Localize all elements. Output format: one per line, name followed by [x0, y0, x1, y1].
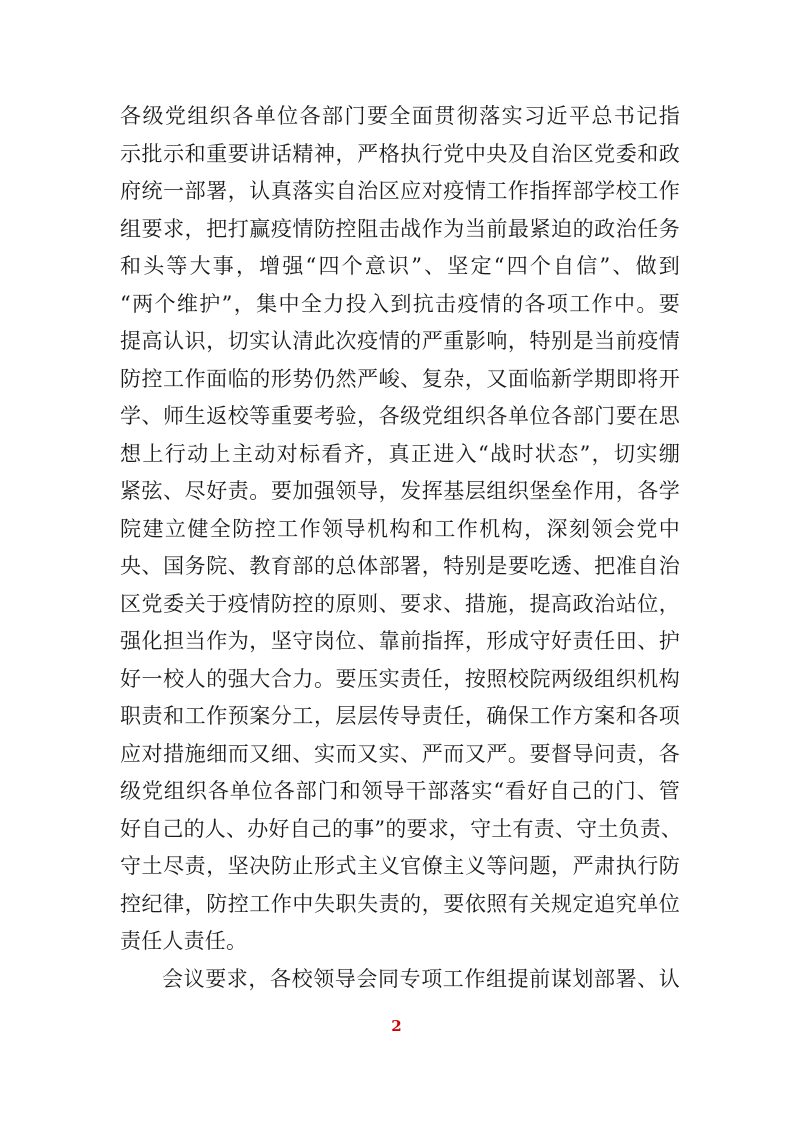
text-line: 区党委关于疫情防控的原则、要求、措施，提高政治站位，: [120, 591, 680, 616]
body-text: [120, 98, 683, 998]
text-line: 和头等大事，增强“四个意识”、坚定“四个自信”、做到: [120, 254, 680, 278]
text-line: 控纪律，防控工作中失职失责的，要依照有关规定追究单位: [120, 891, 680, 916]
text-line: 好自己的人、办好自己的事”的要求，守土有责、守土负责、: [120, 816, 683, 841]
text-line: 好一校人的强大合力。要压实责任，按照校院两级组织机构: [120, 666, 680, 691]
text-line: 院建立健全防控工作领导机构和工作机构，深刻领会党中: [120, 516, 680, 541]
text-line: 应对措施细而又细、实而又实、严而又严。要督导问责，各: [120, 741, 680, 766]
text-line: 提高认识，切实认清此次疫情的严重影响，特别是当前疫情: [120, 329, 680, 353]
text-line: 组要求，把打赢疫情防控阻击战作为当前最紧迫的政治任务: [120, 216, 680, 241]
text-line: 会议要求，各校领导会同专项工作组提前谋划部署、认: [162, 966, 680, 991]
text-line: 央、国务院、教育部的总体部署，特别是要吃透、把准自治: [120, 554, 680, 578]
text-line: 示批示和重要讲话精神，严格执行党中央及自治区党委和政: [120, 141, 680, 166]
text-line: “两个维护”，集中全力投入到抗击疫情的各项工作中。要: [120, 291, 680, 316]
text-line: 守土尽责，坚决防止形式主义官僚主义等问题，严肃执行防: [120, 854, 680, 878]
text-line: 级党组织各单位各部门和领导干部落实“看好自己的门、管: [120, 779, 680, 803]
text-line: 职责和工作预案分工，层层传导责任，确保工作方案和各项: [120, 704, 680, 728]
paragraph-1: [120, 98, 683, 961]
text-line: 紧弦、尽好责。要加强领导，发挥基层组织堡垒作用，各学: [120, 479, 680, 503]
text-line: 强化担当作为，坚守岗位、靠前指挥，形成守好责任田、护: [120, 629, 680, 653]
paragraph-2: [120, 961, 680, 999]
text-line: 想上行动上主动对标看齐，真正进入“战时状态”，切实绷: [120, 441, 680, 466]
text-line: 学、师生返校等重要考验，各级党组织各单位各部门要在思: [120, 404, 680, 428]
text-line: 防控工作面临的形势仍然严峻、复杂，又面临新学期即将开: [120, 366, 680, 391]
text-line: 责任人责任。: [120, 929, 248, 953]
text-line: 各级党组织各单位各部门要全面贯彻落实习近平总书记指: [120, 104, 680, 128]
page-number: 2: [391, 1017, 402, 1035]
text-line: 府统一部署，认真落实自治区应对疫情工作指挥部学校工作: [120, 179, 680, 203]
